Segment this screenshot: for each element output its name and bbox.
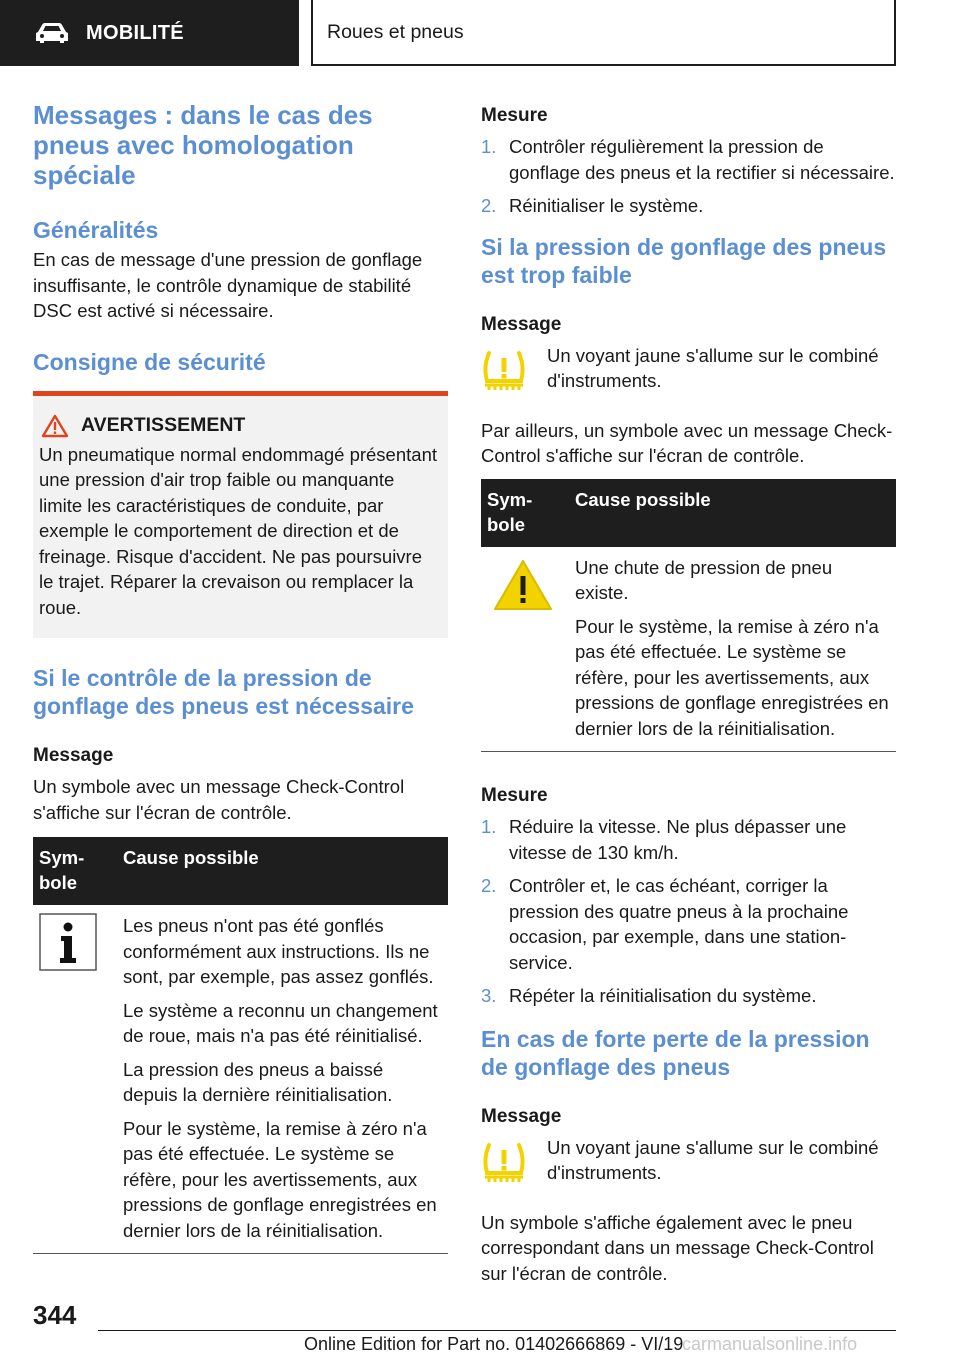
chapter-tab — [311, 0, 896, 66]
cause-cell — [117, 905, 448, 1254]
warning-box — [33, 391, 448, 639]
left-column — [33, 100, 448, 1254]
cause-table — [481, 479, 896, 753]
warning-triangle-yellow-icon — [491, 557, 555, 613]
right-column — [481, 104, 896, 1286]
symbol-column-header: Sym- bole — [33, 837, 117, 905]
low-pressure-heading: Si la pression de gonflage des pneus est trop faible — [481, 233, 887, 288]
table-header-row — [481, 479, 896, 547]
watermark: carmanualsonline.info — [682, 1334, 858, 1354]
list-item: 3. Répéter la réinitialisation du système. — [481, 985, 817, 1006]
list-item: 2. Réinitialiser le système. — [481, 195, 704, 216]
cause-item: Pour le système, la remise à zéro n'a pas été effectuée. Le système se réfère, pour les avertissements, aux pressions de gonflage enregistrées en dernier lors de la réinitialisation. — [575, 615, 889, 739]
list-item: 1. Réduire la vitesse. Ne plus dépasser une vitesse de 130 km/h. — [481, 816, 847, 863]
cause-item: Les pneus n'ont pas été gonflés conformément aux instructions. Ils ne sont, par exemple, pas assez gonflés. — [123, 915, 434, 987]
cause-column-header: Cause possible — [117, 837, 448, 905]
measure-steps — [481, 134, 896, 219]
message-indicator-text: Un voyant jaune s'allume sur le combiné d'instruments. — [547, 344, 879, 391]
general-text: En cas de message d'une pression de gonflage insuffisante, le contrôle dynamique de stabilité DSC est activé si nécessaire. — [33, 249, 423, 321]
message-label: Message — [481, 1105, 562, 1127]
table-row — [481, 547, 896, 752]
safety-heading: Consigne de sécurité — [33, 348, 266, 375]
cause-column-header: Cause possible — [569, 479, 896, 547]
cause-item: La pression des pneus a baissé depuis la dernière réinitialisation. — [123, 1058, 393, 1105]
table-header-row — [33, 837, 448, 905]
cause-item: Le système a reconnu un changement de roue, mais n'a pas été réinitialisé. — [123, 999, 438, 1046]
message-label: Message — [33, 745, 114, 766]
message-indicator-row — [481, 1135, 896, 1190]
message-indicator-row — [481, 343, 896, 398]
warning-header — [39, 414, 438, 438]
chapter-title: Roues et pneus — [327, 20, 464, 43]
strong-loss-heading: En cas de forte perte de la pression de gonflage des pneus — [481, 1025, 870, 1080]
section-heading: Messages : dans le cas des pneus avec homologation spéciale — [33, 100, 373, 190]
page-number: 344 — [33, 1300, 77, 1330]
cause-table — [33, 837, 448, 1254]
symbol-cell — [33, 905, 117, 1254]
list-item: 1. Contrôler régulièrement la pression de gonflage des pneus et la rectifier si nécessaire. — [481, 136, 895, 183]
measure-label: Mesure — [481, 785, 548, 806]
message-text: Un symbole avec un message Check-Control s'affiche sur l'écran de contrôle. — [33, 776, 405, 823]
warning-label: AVERTISSEMENT — [81, 414, 246, 436]
symbol-cell — [481, 547, 569, 752]
message-extra-text: Par ailleurs, un symbole avec un message Check-Control s'affiche sur l'écran de contrôle. — [481, 419, 893, 466]
list-item: 2. Contrôler et, le cas échéant, corriger la pression des quatre pneus à la prochaine occasion, par exemple, dans une station-service. — [481, 875, 849, 973]
page-header — [0, 0, 960, 66]
message-extra-text: Un symbole s'affiche également avec le pneu correspondant dans un message Check-Control sur l'écran de contrôle. — [481, 1211, 874, 1284]
section-title: MOBILITÉ — [86, 21, 184, 44]
cause-cell — [569, 547, 896, 752]
cause-item: Une chute de pression de pneu existe. — [575, 556, 833, 603]
symbol-column-header: Sym- bole — [481, 479, 569, 547]
warning-triangle-icon — [41, 414, 69, 438]
measure-steps — [481, 814, 896, 1009]
message-indicator-text: Un voyant jaune s'allume sur le combiné d'instruments. — [547, 1136, 879, 1183]
warning-text: Un pneumatique normal endommagé présentant une pression d'air trop faible ou manquante limite les caractéristiques de conduite, par exemple le comportement de direction et de freinage. Risque d'accident. Ne pas poursuivre le trajet. Réparer la crevaison ou remplacer la roue. — [39, 443, 437, 618]
cause-item: Pour le système, la remise à zéro n'a pas été effectuée. Le système se réfère, pour les avertissements, aux pressions de gonflage enregistrées en dernier lors de la réinitialisation. — [123, 1117, 437, 1241]
edition-text: Online Edition for Part no. 01402666869 - VI/19 — [304, 1334, 684, 1354]
footer-divider — [98, 1330, 896, 1331]
car-icon — [34, 22, 70, 44]
general-heading: Généralités — [33, 217, 159, 243]
tire-pressure-warning-icon — [481, 1141, 527, 1185]
measure-label: Mesure — [481, 105, 548, 126]
info-icon — [39, 913, 97, 971]
section-tab — [0, 0, 299, 66]
check-heading: Si le contrôle de la pression de gonflage des pneus est nécessaire — [33, 665, 414, 719]
tire-pressure-warning-icon — [481, 349, 527, 393]
message-label: Message — [481, 313, 562, 335]
table-row — [33, 905, 448, 1254]
